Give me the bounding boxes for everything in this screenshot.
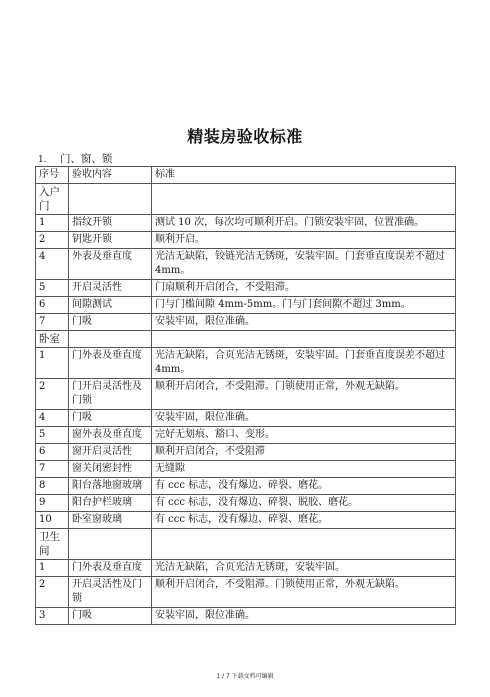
row-number: 1 bbox=[36, 348, 69, 379]
inspection-item: 门吸 bbox=[69, 314, 152, 331]
table-row bbox=[36, 379, 456, 410]
row-number: 2 bbox=[36, 379, 69, 410]
standard-text: 门扇顺利开启闭合，不受阻滞。 bbox=[152, 280, 456, 297]
standard-text: 光洁无缺陷，铰链光洁无锈斑，安装牢固。门套垂直度误差不超过 4mm。 bbox=[152, 249, 456, 280]
standard-text: 门与门槛间隙 4mm-5mm。门与门套间隙不超过 3mm。 bbox=[152, 297, 456, 314]
table-row bbox=[36, 427, 456, 444]
inspection-item: 卧室窗玻璃 bbox=[69, 512, 152, 529]
row-number: 10 bbox=[36, 512, 69, 529]
table-row bbox=[36, 410, 456, 427]
table-group-row bbox=[36, 331, 456, 348]
row-number: 4 bbox=[36, 410, 69, 427]
empty-cell bbox=[152, 529, 456, 560]
page-footer: 1 / 7 下载文档可编辑 bbox=[216, 673, 274, 680]
inspection-item: 外表及垂直度 bbox=[69, 249, 152, 280]
standard-text: 光洁无缺陷，合页光洁无锈斑，安装牢固。门套垂直度误差不超过 4mm。 bbox=[152, 348, 456, 379]
acceptance-table bbox=[35, 166, 456, 625]
inspection-item: 门吸 bbox=[69, 608, 152, 625]
inspection-item: 阳台落地窗玻璃 bbox=[69, 478, 152, 495]
table-row bbox=[36, 215, 456, 232]
row-number: 2 bbox=[36, 232, 69, 249]
inspection-item: 开启灵活性 bbox=[69, 280, 152, 297]
group-name: 卫生间 bbox=[36, 529, 69, 560]
inspection-item: 指纹开锁 bbox=[69, 215, 152, 232]
row-number: 8 bbox=[36, 478, 69, 495]
group-name: 卧室 bbox=[36, 331, 69, 348]
row-number: 6 bbox=[36, 297, 69, 314]
table-row bbox=[36, 560, 456, 577]
document-title: 精装房验收标准 bbox=[187, 127, 303, 146]
inspection-item: 窗外表及垂直度 bbox=[69, 427, 152, 444]
inspection-item: 门外表及垂直度 bbox=[69, 560, 152, 577]
table-header-row bbox=[36, 167, 456, 184]
standard-text: 无缝隙 bbox=[152, 461, 456, 478]
empty-cell bbox=[69, 331, 152, 348]
inspection-item: 钥匙开锁 bbox=[69, 232, 152, 249]
row-number: 5 bbox=[36, 427, 69, 444]
section-label: 门、窗、锁 bbox=[59, 153, 113, 165]
row-number: 9 bbox=[36, 495, 69, 512]
inspection-item: 门吸 bbox=[69, 410, 152, 427]
table-row bbox=[36, 512, 456, 529]
table-group-row bbox=[36, 529, 456, 560]
row-number: 7 bbox=[36, 461, 69, 478]
inspection-item: 窗关闭密封性 bbox=[69, 461, 152, 478]
row-number: 4 bbox=[36, 249, 69, 280]
standard-text: 完好无划痕、豁口、变形。 bbox=[152, 427, 456, 444]
standard-text: 测试 10 次，每次均可顺利开启。门锁安装牢固，位置准确。 bbox=[152, 215, 456, 232]
row-number: 2 bbox=[36, 577, 69, 608]
standard-text: 顺利开启闭合，不受阻滞。门锁使用正常，外观无缺陷。 bbox=[152, 577, 456, 608]
column-header: 标准 bbox=[152, 167, 456, 184]
inspection-item: 门开启灵活性及门锁 bbox=[69, 379, 152, 410]
table-row bbox=[36, 314, 456, 331]
table-row bbox=[36, 348, 456, 379]
row-number: 1 bbox=[36, 215, 69, 232]
standard-text: 有 ccc 标志，没有爆边、碎裂、磨花。 bbox=[152, 512, 456, 529]
group-name: 入户门 bbox=[36, 184, 69, 215]
table-row bbox=[36, 297, 456, 314]
table-row bbox=[36, 478, 456, 495]
inspection-item: 开启灵活性及门锁 bbox=[69, 577, 152, 608]
row-number: 3 bbox=[36, 608, 69, 625]
section-heading bbox=[38, 151, 112, 166]
column-header: 序号 bbox=[36, 167, 69, 184]
standard-text: 有 ccc 标志，没有爆边、碎裂、脱胶、磨花。 bbox=[152, 495, 456, 512]
standard-text: 安装牢固，限位准确。 bbox=[152, 314, 456, 331]
row-number: 1 bbox=[36, 560, 69, 577]
empty-cell bbox=[152, 331, 456, 348]
standard-text: 安装牢固，限位准确。 bbox=[152, 608, 456, 625]
standard-text: 顺利开启闭合，不受阻滞 bbox=[152, 444, 456, 461]
table-row bbox=[36, 280, 456, 297]
inspection-item: 阳台护栏玻璃 bbox=[69, 495, 152, 512]
table-row bbox=[36, 232, 456, 249]
section-number: 1. bbox=[38, 155, 47, 165]
standard-text: 有 ccc 标志，没有爆边、碎裂、磨花。 bbox=[152, 478, 456, 495]
row-number: 6 bbox=[36, 444, 69, 461]
table-group-row bbox=[36, 184, 456, 215]
empty-cell bbox=[152, 184, 456, 215]
standard-text: 光洁无缺陷，合页光洁无锈斑，安装牢固。 bbox=[152, 560, 456, 577]
table-row bbox=[36, 444, 456, 461]
table-row bbox=[36, 461, 456, 478]
empty-cell bbox=[69, 529, 152, 560]
table-row bbox=[36, 608, 456, 625]
table-row bbox=[36, 577, 456, 608]
standard-text: 安装牢固，限位准确。 bbox=[152, 410, 456, 427]
table-row bbox=[36, 495, 456, 512]
inspection-item: 窗开启灵活性 bbox=[69, 444, 152, 461]
table-row bbox=[36, 249, 456, 280]
column-header: 验收内容 bbox=[69, 167, 152, 184]
empty-cell bbox=[69, 184, 152, 215]
standard-text: 顺利开启闭合，不受阻滞。门锁使用正常，外观无缺陷。 bbox=[152, 379, 456, 410]
row-number: 7 bbox=[36, 314, 69, 331]
standard-text: 顺利开启。 bbox=[152, 232, 456, 249]
inspection-item: 门外表及垂直度 bbox=[69, 348, 152, 379]
inspection-item: 间隙测试 bbox=[69, 297, 152, 314]
row-number: 5 bbox=[36, 280, 69, 297]
